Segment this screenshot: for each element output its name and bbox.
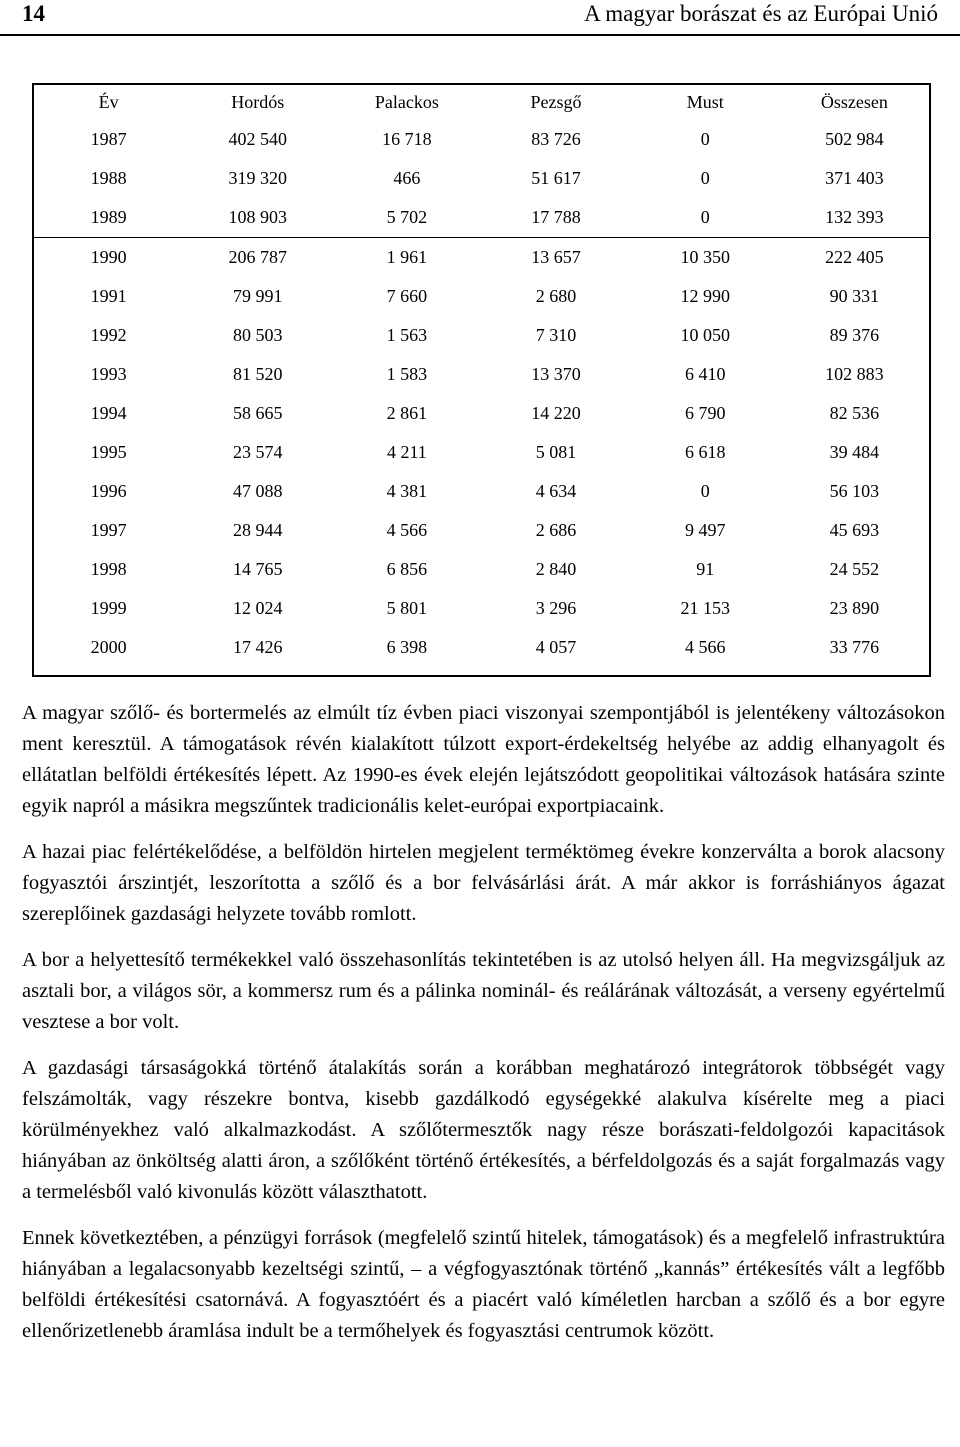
- column-header: Év: [98, 92, 119, 112]
- column-header: Hordós: [231, 92, 285, 112]
- table-cell: 319 320: [228, 168, 287, 188]
- page-number: 14: [22, 1, 45, 26]
- table-cell: 0: [700, 168, 710, 188]
- table-cell: 4 381: [386, 481, 428, 501]
- table-row: [34, 628, 929, 667]
- table-cell: 6 856: [386, 559, 428, 579]
- table-row: [34, 198, 929, 238]
- table-row: [34, 433, 929, 472]
- table-row: [34, 316, 929, 355]
- table-cell: 2000: [90, 637, 127, 657]
- table-cell: 1988: [90, 168, 127, 188]
- table-cell: 132 393: [825, 207, 884, 227]
- table-cell: 1987: [90, 129, 127, 149]
- table-row: [34, 511, 929, 550]
- table-cell: 1990: [34, 238, 183, 278]
- table-cell: 13 370: [531, 364, 581, 384]
- table-cell: 2 686: [535, 520, 577, 540]
- table-cell: 47 088: [232, 481, 283, 501]
- table-cell: 1993: [90, 364, 127, 384]
- table-cell: 206 787: [183, 238, 332, 278]
- table-cell: 39 484: [829, 442, 880, 462]
- table-cell: 7 660: [386, 286, 428, 306]
- table-cell: 45 693: [829, 520, 880, 540]
- table-row: [34, 472, 929, 511]
- table-cell: 6 410: [684, 364, 726, 384]
- table-cell: 4 566: [386, 520, 428, 540]
- table-cell: 222 405: [780, 238, 929, 278]
- table-cell: 1 563: [386, 325, 428, 345]
- table-cell: 6 398: [386, 637, 428, 657]
- table-cell: 102 883: [825, 364, 884, 384]
- table-cell: 1994: [90, 403, 127, 423]
- table-cell: 466: [393, 168, 421, 188]
- table-cell: 402 540: [228, 129, 287, 149]
- table-cell: 81 520: [232, 364, 283, 384]
- table-cell: 1 583: [386, 364, 428, 384]
- table-cell: 4 566: [684, 637, 726, 657]
- table-cell: 56 103: [829, 481, 880, 501]
- table-cell: 1989: [90, 207, 127, 227]
- table-cell: 17 426: [232, 637, 283, 657]
- table-cell: 4 211: [386, 442, 427, 462]
- table-cell: 4 634: [535, 481, 577, 501]
- table-cell: 5 801: [386, 598, 428, 618]
- running-title: A magyar borászat és az Európai Unió: [584, 1, 938, 26]
- data-table-box: [32, 83, 931, 677]
- table-cell: 89 376: [829, 325, 880, 345]
- table-cell: 33 776: [829, 637, 880, 657]
- paragraph: A gazdasági társaságokká történő átalakítás során a korábban meghatározó integrátorok többségét vagy felszámolták, vagy részekre bontva, kisebb gazdálkodó egységekké alakulva kísérelte meg a piaci körülményekhez való alkalmazkodást. A szőlőtermesztők nagy része borászati-feldolgozói kapacitások hiányában az önköltség alatti áron, a szőlőként történő értékesítés, a bérfeldolgozás és a saját forgalmazás vagy a termelésből való kivonulás között választhatott.: [22, 1057, 945, 1203]
- paragraph: A hazai piac felértékelődése, a belföldön hirtelen megjelent terméktömeg évekre konzerválta a borok alacsony fogyasztói árszintjét, leszorította a szőlő és a bor felvásárlási árát. A már akkor is forráshiányos ágazat szereplőinek gazdasági helyzete tovább romlott.: [22, 841, 945, 925]
- table-cell: 108 903: [228, 207, 287, 227]
- column-header: Összesen: [820, 92, 888, 112]
- table-row: [34, 277, 929, 316]
- table-cell: 6 790: [684, 403, 726, 423]
- table-cell: 82 536: [829, 403, 880, 423]
- table-cell: 1992: [90, 325, 127, 345]
- column-header: Pezsgő: [530, 92, 582, 112]
- table-cell: 21 153: [680, 598, 730, 618]
- table-cell: 24 552: [829, 559, 880, 579]
- table-cell: 1999: [90, 598, 127, 618]
- table-row: [34, 120, 929, 159]
- table-cell: 2 680: [535, 286, 577, 306]
- table-cell: 4 057: [535, 637, 577, 657]
- table-cell: 51 617: [531, 168, 581, 188]
- table-row: [34, 550, 929, 589]
- table-cell: 1996: [90, 481, 127, 501]
- paragraph: A magyar szőlő- és bortermelés az elmúlt tíz évben piaci viszonyai szempontjából is jelentékeny változásokon ment keresztül. A támogatások révén kialakított túlzott export-érdekeltség helyébe az addig elhanyagolt és ellátatlan belföldi értékesítés lépett. Az 1990-es évek elején lejátszódott geopolitikai változások hatására szinte egyik napról a másikra megszűntek tradicionális kelet-európai exportpiacaink.: [22, 702, 945, 817]
- paragraph: Ennek következtében, a pénzügyi források (megfelelő szintű hitelek, támogatások) és a megfelelő infrastruktúra hiányában a legalacsonyabb kezeltségi szintű, – a végfogyasztónak történő „kannás” értékesítés vált a legfőbb belföldi értékesítési csatornává. A fogyasztóért és a piacért való kíméletlen harcban a szőlő és a bor egyre ellenőrizetlenebb áramlása indult be a termőhelyek és fogyasztási centrumok között.: [22, 1227, 945, 1342]
- table-cell: 2 861: [386, 403, 428, 423]
- table-cell: 91: [696, 559, 715, 579]
- table-cell: 12 024: [232, 598, 283, 618]
- table-cell: 1998: [90, 559, 127, 579]
- table-cell: 14 765: [232, 559, 283, 579]
- body-text: [22, 698, 945, 1362]
- table-cell: 10 350: [631, 238, 780, 278]
- table-cell: 371 403: [825, 168, 884, 188]
- table-row: [34, 238, 929, 278]
- column-header: Palackos: [374, 92, 439, 112]
- table-cell: 23 890: [829, 598, 880, 618]
- wine-sales-table: [34, 85, 929, 667]
- table-cell: 1 961: [332, 238, 481, 278]
- table-cell: 58 665: [232, 403, 283, 423]
- table-cell: 9 497: [684, 520, 726, 540]
- table-cell: 502 984: [825, 129, 884, 149]
- table-cell: 1995: [90, 442, 127, 462]
- column-header: Must: [686, 92, 724, 112]
- table-cell: 7 310: [535, 325, 577, 345]
- table-cell: 0: [700, 481, 710, 501]
- table-row: [34, 394, 929, 433]
- page-header: [0, 0, 960, 36]
- table-cell: 79 991: [232, 286, 283, 306]
- table-cell: 2 840: [535, 559, 577, 579]
- table-cell: 17 788: [531, 207, 581, 227]
- table-cell: 3 296: [535, 598, 577, 618]
- table-cell: 83 726: [531, 129, 581, 149]
- table-cell: 12 990: [680, 286, 730, 306]
- table-cell: 6 618: [684, 442, 726, 462]
- table-cell: 23 574: [232, 442, 283, 462]
- table-cell: 0: [700, 207, 710, 227]
- table-cell: 80 503: [232, 325, 283, 345]
- table-cell: 13 657: [481, 238, 630, 278]
- paragraph: A bor a helyettesítő termékekkel való összehasonlítás tekintetében is az utolsó helyen áll. Ha megvizsgáljuk az asztali bor, a világos sör, a kommersz rum és a pálinka nominál- és reálárának változását, a verseny egyértelmű vesztese a bor volt.: [22, 949, 945, 1033]
- table-cell: 5 702: [386, 207, 428, 227]
- table-header-row: [34, 85, 929, 120]
- table-cell: 90 331: [829, 286, 880, 306]
- table-cell: 10 050: [680, 325, 730, 345]
- table-cell: 5 081: [535, 442, 577, 462]
- table-cell: 1991: [90, 286, 127, 306]
- table-cell: 16 718: [382, 129, 432, 149]
- table-cell: 1997: [90, 520, 127, 540]
- table-cell: 14 220: [531, 403, 581, 423]
- table-row: [34, 159, 929, 198]
- table-row: [34, 355, 929, 394]
- table-cell: 28 944: [232, 520, 283, 540]
- table-row: [34, 589, 929, 628]
- table-cell: 0: [700, 129, 710, 149]
